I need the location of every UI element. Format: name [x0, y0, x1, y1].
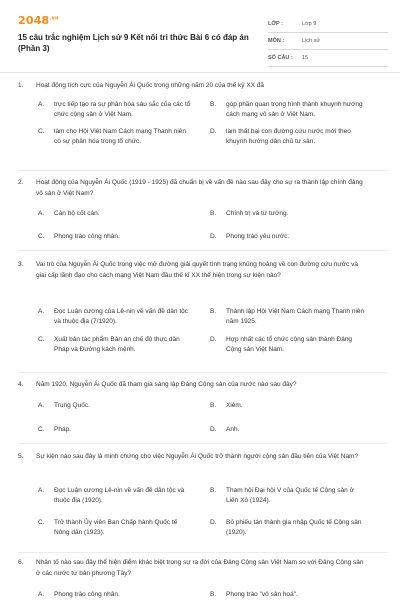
header [18, 14, 388, 66]
meta-row-subject [268, 33, 388, 50]
question-divider [18, 372, 388, 373]
meta-row-grade [268, 16, 388, 33]
option-a[interactable]: A. Cán bộ cốt cán. [38, 210, 100, 217]
option-b[interactable]: B. Tham hội Đại hội V của Quốc tế Cộng sản ở Liên Xô (1924). [210, 487, 354, 504]
meta-label: MÔN : [268, 38, 285, 44]
option-b[interactable]: B. góp phần quan trọng hình thành khuynh hướng cách mạng vô sản ở Việt Nam. [210, 101, 363, 118]
meta-value: Lịch sử [302, 38, 321, 44]
option-d[interactable]: D. Anh. [210, 426, 240, 433]
option-c[interactable]: C. Phong trào công nhân. [38, 233, 120, 240]
meta-label: LỚP : [268, 21, 283, 27]
option-a[interactable]: A. Đọc Luận cương Lê-nin về vấn đề dân tộc và thuộc địa (1920). [38, 487, 185, 504]
option-a[interactable]: A. trực tiếp tạo ra sự phân hóa sâu sắc của các tổ chức cộng sản ở Việt Nam. [38, 101, 191, 118]
question-text: Năm 1920, Nguyễn Ái Quốc đã tham gia sáng lập Đảng Cộng sản của nước nào sau đây? [36, 381, 297, 388]
question-number: 2. [18, 179, 24, 186]
option-b[interactable]: B. Phong trào "vô sản hoá". [210, 591, 298, 598]
option-a[interactable]: A. Đọc Luận cương của Lê-nin về vấn đề dân tộc và thuộc địa (7/1920). [38, 308, 189, 325]
question-divider [18, 250, 388, 251]
question-divider [18, 552, 388, 553]
question-text: Hoạt động của Nguyễn Ái Quốc (1919 - 1925) đã chuẩn bị về vấn đề nào sau đây cho sự ra thành lập chính đảng vô sản ở Việt Nam? [36, 179, 363, 197]
question-3 [18, 259, 388, 353]
option-c[interactable]: C. Trở thành Ủy viên Ban Chấp hành Quốc tế Nông dân (1923). [38, 519, 178, 536]
question-5 [18, 451, 388, 536]
option-c[interactable]: C. Pháp. [38, 426, 71, 433]
option-b[interactable]: B. Thành lập Hội Việt Nam Cách mạng Thanh niên năm 1925. [210, 308, 365, 325]
option-d[interactable]: D. Phong trào yêu nước. [210, 233, 290, 240]
page-title: 15 câu trắc nghiệm Lịch sử 9 Kết nối tri thức Bài 6 có đáp án (Phần 3) [18, 33, 249, 53]
question-number: 4. [18, 381, 24, 388]
header-divider [0, 72, 400, 73]
question-divider [18, 170, 388, 171]
question-number: 1. [18, 82, 24, 89]
meta-value: Lớp 9 [302, 21, 317, 27]
option-c[interactable]: C. làm cho Hội Việt Nam Cách mạng Thanh niên có sự phân hóa trong tổ chức. [38, 128, 186, 145]
option-c[interactable]: C. Xuất bản tác phẩm Bản án chế độ thực dân Pháp và Đường kách mệnh. [38, 336, 180, 353]
meta-label: SỐ CÂU : [268, 55, 293, 61]
question-divider [18, 443, 388, 444]
option-d[interactable]: D. Bỏ phiếu tán thành gia nhập Quốc tế Cộng sản (1920). [210, 519, 362, 536]
question-2 [18, 177, 388, 240]
meta-value: 15 [302, 55, 309, 61]
option-d[interactable]: D. Hợp nhất các tổ chức cộng sản thành Đảng Cộng sản Việt Nam. [210, 336, 353, 353]
option-b[interactable]: B. Xiêm. [210, 402, 243, 409]
question-text: Nhân tố nào sau đây thể hiện điểm khác biệt trong sự ra đời của Đảng Cộng sản Việt Nam so với Đảng Cộng sản ở các nước tư bản phương Tây? [36, 559, 364, 577]
question-4 [18, 379, 388, 433]
site-logo[interactable]: $2048^{.vn}$ [18, 14, 59, 27]
question-1 [18, 80, 388, 145]
option-a[interactable]: A. Phong trào công nhân. [38, 591, 120, 598]
question-text: Sự kiện nào sau đây là minh chứng cho việc Nguyễn Ái Quốc trở thành người cộng sản đầu tiên của Việt Nam? [36, 453, 359, 460]
question-number: 3. [18, 261, 24, 268]
meta-info [268, 16, 388, 67]
option-d[interactable]: D. làm thất bại con đường cứu nước mới theo khuynh hướng dân chủ tư sản. [210, 128, 351, 145]
meta-row-count [268, 50, 388, 67]
question-number: 6. [18, 559, 24, 566]
option-a[interactable]: A. Trung Quốc. [38, 402, 90, 409]
question-number: 5. [18, 453, 24, 460]
question-text: Vai trò của Nguyễn Ái Quốc trong việc mở đường giải quyết tình trạng khủng hoảng về con đường cứu nước và giai cấp lãnh đạo cho cách mạng Việt Nam đầu thế kỉ XX thể hiện trong sự kiện nào? [36, 261, 358, 279]
question-text: Hoạt động tích cực của Nguyễn Ái Quốc trong những năm 20 của thế kỷ XX đã [36, 82, 265, 89]
option-b[interactable]: B. Chính trị và tư tưởng. [210, 210, 289, 217]
question-6 [18, 557, 388, 598]
